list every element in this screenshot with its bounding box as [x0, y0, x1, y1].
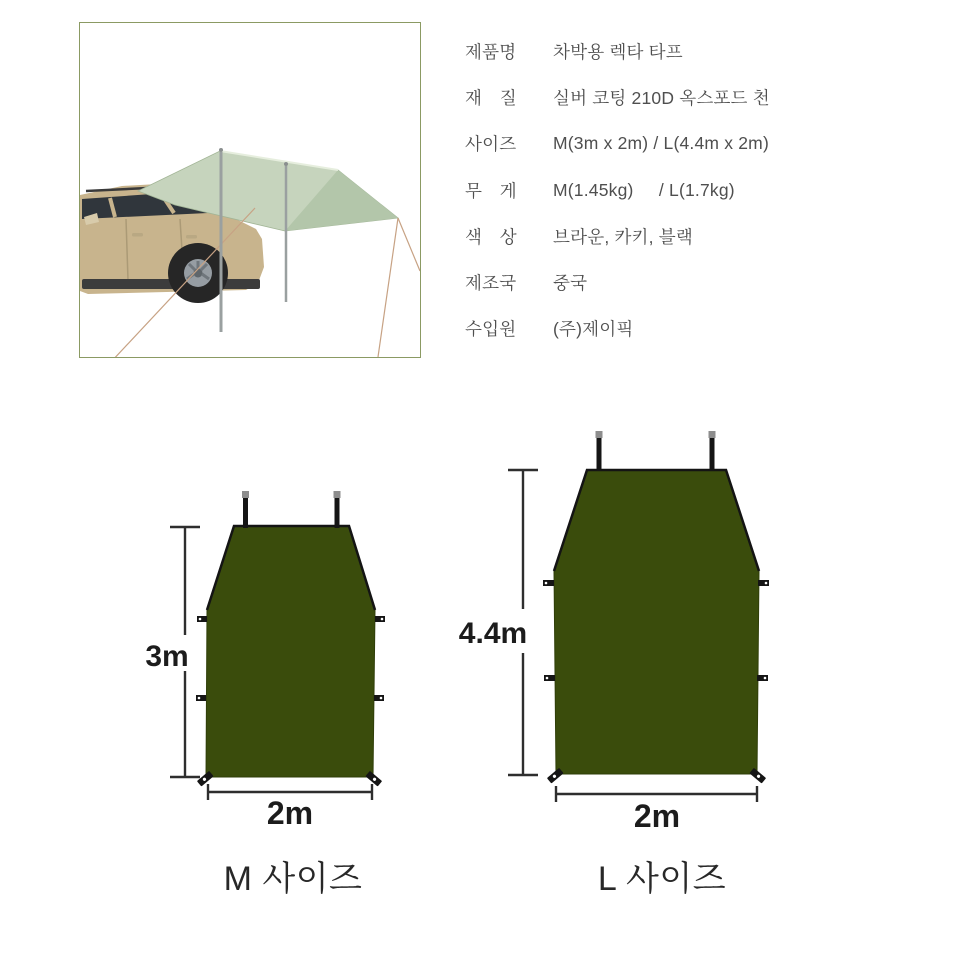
size-diagram-m — [140, 485, 400, 835]
spec-label: 제품명 — [465, 41, 517, 62]
spec-row-origin — [465, 259, 770, 305]
spec-row-color — [465, 213, 770, 259]
product-photo-illustration — [80, 23, 420, 357]
tarp-poles-m — [242, 491, 341, 528]
width-label-m: 2m — [266, 795, 314, 831]
width-label-l: 2m — [633, 798, 681, 834]
car-door-handle — [186, 235, 197, 239]
spec-label: 사이즈 — [465, 134, 517, 155]
spec-row-material — [465, 74, 770, 120]
spec-value: (주)제이픽 — [553, 319, 634, 340]
spec-value: 브라운, 카키, 블랙 — [553, 226, 693, 247]
spec-label: 제조국 — [465, 273, 517, 294]
spec-row-product-name — [465, 28, 770, 74]
spec-table — [465, 28, 770, 352]
spec-row-size — [465, 121, 770, 167]
spec-label: 색 상 — [465, 226, 517, 247]
size-caption-m: M 사이즈 — [223, 860, 363, 898]
spec-value: M(1.45kg) / L(1.7kg) — [553, 179, 735, 200]
height-label-l: 4.4m — [458, 617, 528, 650]
spec-value: 중국 — [553, 273, 588, 294]
tarp-shape-m — [206, 526, 375, 777]
product-photo — [79, 22, 421, 358]
height-label-m: 3m — [145, 640, 189, 673]
size-caption-l: L 사이즈 — [597, 860, 727, 898]
spec-row-weight — [465, 167, 770, 213]
spec-value: 차박용 렉타 타프 — [553, 41, 683, 62]
spec-label: 수입원 — [465, 319, 517, 340]
spec-label: 재 질 — [465, 87, 517, 108]
tarp-shape-l — [554, 470, 759, 774]
size-diagram-l — [440, 415, 800, 840]
spec-label: 무 게 — [465, 180, 517, 201]
spec-row-importer — [465, 306, 770, 352]
spec-value: 실버 코팅 210D 옥스포드 천 — [553, 87, 770, 108]
car-door-handle — [132, 233, 143, 237]
spec-value: M(3m x 2m) / L(4.4m x 2m) — [553, 133, 769, 154]
tarp-poles-l — [596, 431, 716, 471]
